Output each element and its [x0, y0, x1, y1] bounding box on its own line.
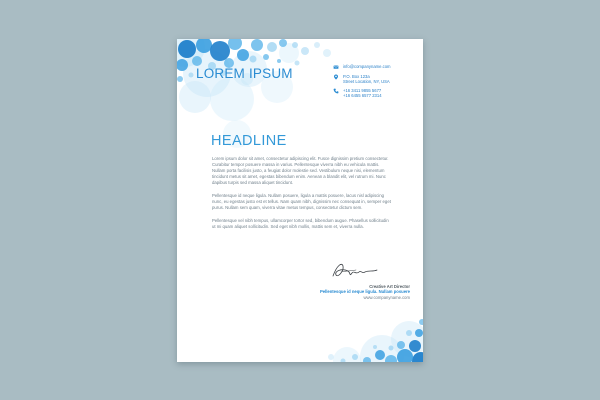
top-bubble	[292, 42, 298, 48]
bottom-bubble	[333, 347, 361, 362]
paragraph-3: Pellentesque vel nibh tempus, ullamcorper tortor sed, bibendum augue. Phasellus sollicitudin ut mi quam aliquet sollicitudin. Sed eget nibh mollis, mattis sem et, viverra nulla.	[212, 218, 389, 229]
top-bubble	[301, 47, 309, 55]
contact-email: info@companyname.com	[343, 64, 391, 69]
bottom-bubble-cluster	[328, 319, 423, 362]
contact-phone2: +16 6455 6577 2314	[343, 93, 382, 99]
contact-address-line2: Street Location, NY, USA	[343, 79, 390, 84]
contact-address-line1: P.O. Box 123a	[343, 73, 370, 79]
top-bubble	[314, 42, 320, 48]
bottom-bubble	[389, 346, 394, 351]
top-bubble	[192, 56, 202, 66]
contact-address-row	[333, 74, 421, 85]
signatory-title: Creative Art Director	[369, 284, 410, 289]
top-bubble	[237, 49, 249, 61]
body-text	[212, 156, 392, 237]
bottom-bubble	[406, 330, 412, 336]
company-website: www.companyname.com	[363, 294, 410, 300]
location-pin-icon	[333, 74, 339, 80]
company-logo-text: LOREM IPSUM	[196, 66, 293, 81]
contact-phone1: +16 3411 9855 5677	[343, 88, 382, 93]
signatory-company-line: Pellentesque id neque ligula. Nullam posuere	[319, 289, 410, 295]
bottom-bubble	[415, 329, 423, 337]
top-bubble	[179, 81, 211, 113]
headline: HEADLINE	[211, 133, 287, 149]
phone-icon	[333, 88, 339, 94]
top-bubble	[277, 59, 281, 63]
top-bubble	[178, 40, 196, 58]
bottom-bubble	[328, 354, 334, 360]
bottom-bubble	[409, 340, 421, 352]
bottom-bubble	[419, 319, 423, 325]
handwritten-signature	[329, 259, 379, 283]
paragraph-2: Pellentesque id neque ligula. Nullam posuere, ligula a mattis posuere, lacus nisl adipiscing nunc, eu egestas justo est et tellus. Nam quam nibh, dignissim nec consequat in, semper eget purus. Nullam sem quam, viverra vitae metus tempus, consectetur dictum sem.	[212, 193, 391, 210]
signature-block	[295, 284, 410, 300]
bottom-bubble	[373, 345, 377, 349]
bottom-bubble	[375, 350, 385, 360]
bottom-bubble	[397, 341, 405, 349]
bottom-bubble	[352, 354, 358, 360]
top-bubble	[251, 39, 263, 51]
paragraph-1: Lorem ipsum dolor sit amet, consectetur adipiscing elit. Fusce dignissim pretium consectetur. Curabitur tempor posuere massa in varius. Pellentesque viverra nibh eu vehicula mattis. Nullam porta facilisis justo, a feugiat dolor molestie sed. Vestibulum neque nisi, elementum tincidunt metus sit amet, egestas bibendum enim. Aenean a blandit elit, vel rutrum mi. Nunc dapibus turpis sed massa aliquet tincidunt.	[212, 156, 389, 185]
top-bubble	[279, 39, 287, 47]
top-bubble	[323, 49, 331, 57]
top-bubble	[263, 54, 269, 60]
top-bubble	[267, 42, 277, 52]
top-bubble	[295, 61, 300, 66]
top-bubble-cluster	[177, 39, 331, 148]
contact-phone-row	[333, 88, 421, 99]
top-bubble	[228, 39, 242, 50]
contact-email-row	[333, 64, 421, 70]
letterhead-page	[177, 39, 423, 362]
top-bubble	[210, 41, 230, 61]
mail-icon	[333, 64, 339, 70]
top-bubble	[250, 56, 257, 63]
top-bubble	[189, 73, 194, 78]
contact-info	[333, 64, 421, 102]
top-bubble	[177, 76, 183, 82]
